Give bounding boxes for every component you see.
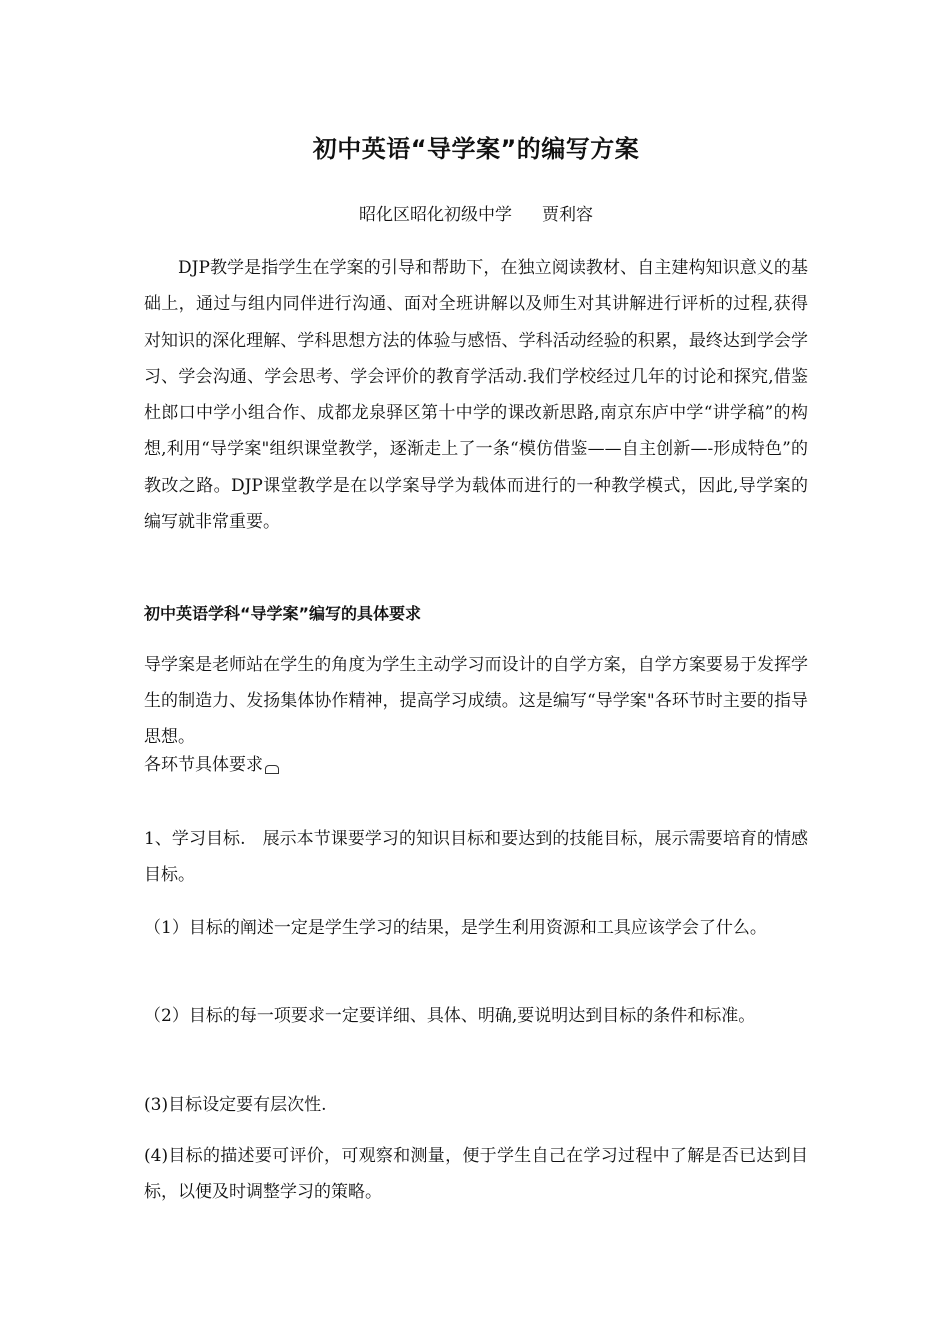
item-goal-1: （1）目标的阐述一定是学生学习的结果，是学生利用资源和工具应该学会了什么。: [144, 918, 767, 938]
item-goal-4: (4)目标的描述要可评价，可观察和测量，便于学生自己在学习过程中了解是否已达到目标，以便及时调整学习的策略。: [144, 1146, 808, 1202]
requirements-label: 各环节具体要求: [144, 755, 263, 775]
paragraph-return-icon: [265, 765, 279, 774]
item-goal-3: (3)目标设定要有层次性.: [144, 1095, 327, 1115]
item-learning-goals: 1、学习目标. 展示本节课要学习的知识目标和要达到的技能目标，展示需要培育的情感目标。: [144, 829, 808, 885]
intro-paragraph: DJP教学是指学生在学案的引导和帮助下，在独立阅读教材、自主建构知识意义的基础上，通过与组内同伴进行沟通、面对全班讲解以及师生对其讲解进行评析的过程,获得对知识的深化理解、学科思想方法的体验与感悟、学科活动经验的积累，最终达到学会学习、学会沟通、学会思考、学会评价的教育学活动.我们学校经过几年的讨论和探究,借鉴杜郎口中学小组合作、成都龙泉驿区第十中学的课改新思路,南京东庐中学“讲学稿”的构想,利用“导学案"组织课堂教学，逐渐走上了一条“模仿借鉴——自主创新—-形成特色”的教改之路。DJP课堂教学是在以学案导学为载体而进行的一种教学模式，因此,导学案的编写就非常重要。: [144, 258, 808, 533]
requirements-label-line: [144, 747, 808, 783]
item-goal-2: （2）目标的每一项要求一定要详细、具体、明确,要说明达到目标的条件和标准。: [144, 1006, 756, 1026]
author-line: [144, 203, 808, 227]
section-paragraph: 导学案是老师站在学生的角度为学生主动学习而设计的自学方案，自学方案要易于发挥学生的制造力、发扬集体协作精神，提高学习成绩。这是编写“导学案"各环节时主要的指导思想。: [144, 655, 808, 747]
author-school: 昭化区昭化初级中学: [359, 205, 512, 225]
document-title: 初中英语“导学案”的编写方案: [312, 135, 640, 163]
section-heading: 初中英语学科“导学案”编写的具体要求: [144, 604, 422, 623]
author-name: 贾利容: [542, 205, 593, 225]
